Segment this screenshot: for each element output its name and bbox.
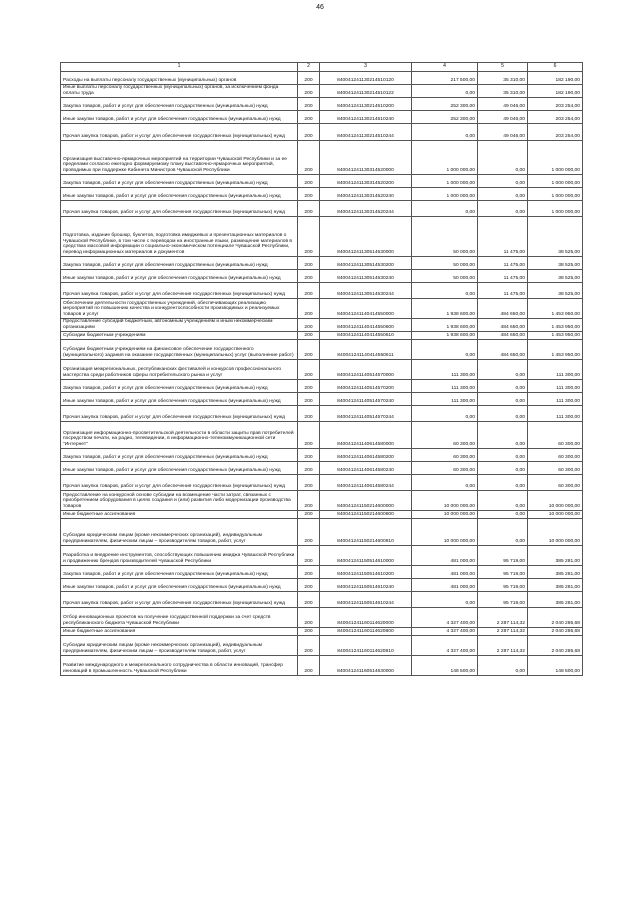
row-classification-code: 840041241160114620810 <box>320 636 412 656</box>
row-classification-code: 840041241130214510244 <box>320 124 412 141</box>
row-planned-amount: 111 300,00 <box>412 380 478 393</box>
row-name: Организация информационно-просветительской деятельности в области защиты прав потребителей посредством печати, на радио, телевидении, в информационно-телекоммуникационной сети "Интернет" <box>61 422 298 449</box>
row-executed-amount: 95 719,00 <box>478 546 528 566</box>
row-remaining-amount: 182 190,00 <box>528 85 583 98</box>
table-row <box>61 360 583 380</box>
row-executed-amount: 0,00 <box>478 406 528 422</box>
row-name: Иные закупки товаров, работ и услуг для обеспечения государственных (муниципальных) нужд <box>61 462 298 475</box>
row-executed-amount: 49 046,00 <box>478 124 528 141</box>
table-row <box>61 519 583 546</box>
row-executed-amount: 484 650,00 <box>478 340 528 360</box>
table-row <box>61 380 583 393</box>
row-remaining-amount: 38 525,00 <box>528 270 583 283</box>
row-line-code: 200 <box>298 579 320 592</box>
row-planned-amount: 481 000,00 <box>412 579 478 592</box>
row-remaining-amount: 1 000 000,00 <box>528 175 583 188</box>
row-remaining-amount: 203 254,00 <box>528 124 583 141</box>
row-executed-amount: 0,00 <box>478 188 528 201</box>
row-remaining-amount: 1 453 950,00 <box>528 299 583 319</box>
row-executed-amount: 35 310,00 <box>478 72 528 85</box>
row-planned-amount: 1 000 000,00 <box>412 188 478 201</box>
row-planned-amount: 0,00 <box>412 283 478 299</box>
row-classification-code: 840041241140414550000 <box>320 299 412 319</box>
row-classification-code: 840041241150514610000 <box>320 546 412 566</box>
row-name: Отбор инновационных проектов на получение государственной поддержки за счет средств республиканского бюджета Чувашской Республики <box>61 608 298 628</box>
row-classification-code: 840041241140514570000 <box>320 360 412 380</box>
table-row <box>61 175 583 188</box>
row-name: Закупка товаров, работ и услуг для обеспечения государственных (муниципальных) нужд <box>61 449 298 462</box>
row-name: Разработка и внедрение инструментов, способствующих повышению имиджа Чувашской Республики и продвижению брендов производителей Чувашской Республики <box>61 546 298 566</box>
table-row <box>61 98 583 111</box>
row-executed-amount: 484 650,00 <box>478 319 528 332</box>
row-remaining-amount: 385 281,00 <box>528 566 583 579</box>
row-executed-amount: 0,00 <box>478 511 528 519</box>
row-name: Прочая закупка товаров, работ и услуг для обеспечения государственных (муниципальных) нужд <box>61 592 298 608</box>
row-name: Субсидии юридическим лицам (кроме некоммерческих организаций), индивидуальным предпринимателям, физическим лицам – производителям товаров, работ, услуг <box>61 636 298 656</box>
row-planned-amount: 1 938 600,00 <box>412 319 478 332</box>
row-line-code: 200 <box>298 406 320 422</box>
table-body <box>61 72 583 676</box>
row-executed-amount: 0,00 <box>478 656 528 676</box>
table-row <box>61 511 583 519</box>
row-line-code: 200 <box>298 141 320 175</box>
row-remaining-amount: 111 300,00 <box>528 380 583 393</box>
row-remaining-amount: 385 281,00 <box>528 592 583 608</box>
row-name: Подготовка, издание брошюр, буклетов, подготовка имиджевых и презентационных материалов о Чувашской Республике, в том числе с переводом на иностранные языки, размещение материалов в средствах массовой информации о социально-экономическом потенциале Чувашской Республики, перевод информационных материалов и документов <box>61 217 298 257</box>
row-planned-amount: 1 000 000,00 <box>412 141 478 175</box>
row-executed-amount: 11 475,00 <box>478 283 528 299</box>
table-header-row <box>61 63 583 72</box>
row-line-code: 200 <box>298 340 320 360</box>
row-line-code: 200 <box>298 422 320 449</box>
row-executed-amount: 95 719,00 <box>478 566 528 579</box>
row-classification-code: 840041241160114620000 <box>320 608 412 628</box>
row-planned-amount: 4 327 400,00 <box>412 628 478 636</box>
row-classification-code: 840041241130314520000 <box>320 141 412 175</box>
row-classification-code: 840041241130214510120 <box>320 72 412 85</box>
row-name: Закупка товаров, работ и услуг для обеспечения государственных (муниципальных) нужд <box>61 257 298 270</box>
header-col-4: 4 <box>412 63 478 72</box>
table-row <box>61 636 583 656</box>
row-executed-amount: 0,00 <box>478 422 528 449</box>
row-name: Прочая закупка товаров, работ и услуг для обеспечения государственных (муниципальных) нужд <box>61 406 298 422</box>
table-row <box>61 422 583 449</box>
row-executed-amount: 11 475,00 <box>478 217 528 257</box>
row-classification-code: 840041241130514530244 <box>320 283 412 299</box>
row-remaining-amount: 1 000 000,00 <box>528 141 583 175</box>
table-row <box>61 141 583 175</box>
row-executed-amount: 0,00 <box>478 491 528 511</box>
row-planned-amount: 0,00 <box>412 124 478 141</box>
row-classification-code: 840041241150214600800 <box>320 511 412 519</box>
row-remaining-amount: 38 525,00 <box>528 257 583 270</box>
row-classification-code: 840041241150514610240 <box>320 579 412 592</box>
row-remaining-amount: 111 300,00 <box>528 406 583 422</box>
row-name: Закупка товаров, работ и услуг для обеспечения государственных (муниципальных) нужд <box>61 98 298 111</box>
page-number: 46 <box>316 4 324 11</box>
table-row <box>61 340 583 360</box>
row-planned-amount: 10 000 000,00 <box>412 511 478 519</box>
row-planned-amount: 10 000 000,00 <box>412 491 478 511</box>
row-classification-code: 840041241130214510122 <box>320 85 412 98</box>
row-classification-code: 840041241140514570240 <box>320 393 412 406</box>
table-row <box>61 475 583 491</box>
table-row <box>61 592 583 608</box>
row-remaining-amount: 385 281,00 <box>528 546 583 566</box>
row-planned-amount: 252 300,00 <box>412 111 478 124</box>
row-classification-code: 840041241130514530200 <box>320 257 412 270</box>
row-planned-amount: 0,00 <box>412 406 478 422</box>
row-executed-amount: 2 287 114,32 <box>478 636 528 656</box>
row-classification-code: 840041241130314520244 <box>320 201 412 217</box>
row-line-code: 200 <box>298 592 320 608</box>
row-name: Иные закупки товаров, работ и услуг для обеспечения государственных (муниципальных) нужд <box>61 270 298 283</box>
row-remaining-amount: 60 300,00 <box>528 462 583 475</box>
row-line-code: 200 <box>298 332 320 340</box>
row-remaining-amount: 10 000 000,00 <box>528 511 583 519</box>
row-name: Расходы на выплаты персоналу государственных (муниципальных) органов <box>61 72 298 85</box>
row-planned-amount: 1 938 600,00 <box>412 332 478 340</box>
row-executed-amount: 49 046,00 <box>478 98 528 111</box>
row-classification-code: 840041241150214600810 <box>320 519 412 546</box>
row-name: Субсидии бюджетным учреждениям <box>61 332 298 340</box>
row-planned-amount: 0,00 <box>412 592 478 608</box>
row-line-code: 200 <box>298 124 320 141</box>
row-line-code: 200 <box>298 217 320 257</box>
row-line-code: 200 <box>298 608 320 628</box>
row-classification-code: 840041241140514570200 <box>320 380 412 393</box>
row-line-code: 200 <box>298 491 320 511</box>
row-line-code: 200 <box>298 72 320 85</box>
row-planned-amount: 50 000,00 <box>412 257 478 270</box>
row-remaining-amount: 1 453 950,00 <box>528 340 583 360</box>
row-executed-amount: 11 475,00 <box>478 257 528 270</box>
row-line-code: 200 <box>298 98 320 111</box>
row-name: Закупка товаров, работ и услуг для обеспечения государственных (муниципальных) нужд <box>61 175 298 188</box>
row-line-code: 200 <box>298 566 320 579</box>
row-name: Иные закупки товаров, работ и услуг для обеспечения государственных (муниципальных) нужд <box>61 393 298 406</box>
row-planned-amount: 4 327 400,00 <box>412 608 478 628</box>
row-planned-amount: 1 938 600,00 <box>412 299 478 319</box>
row-line-code: 200 <box>298 175 320 188</box>
row-remaining-amount: 38 525,00 <box>528 283 583 299</box>
row-classification-code: 840041241140414550610 <box>320 332 412 340</box>
row-executed-amount: 484 650,00 <box>478 299 528 319</box>
row-line-code: 200 <box>298 546 320 566</box>
row-remaining-amount: 10 000 000,00 <box>528 519 583 546</box>
table-row <box>61 257 583 270</box>
row-line-code: 200 <box>298 257 320 270</box>
header-col-5: 5 <box>478 63 528 72</box>
table-row <box>61 217 583 257</box>
row-classification-code: 840041241130214510200 <box>320 98 412 111</box>
row-remaining-amount: 38 525,00 <box>528 217 583 257</box>
row-classification-code: 840041241140614580244 <box>320 475 412 491</box>
row-line-code: 200 <box>298 360 320 380</box>
row-executed-amount: 0,00 <box>478 360 528 380</box>
row-name: Субсидии юридическим лицам (кроме некоммерческих организаций), индивидуальным предпринимателям, физическим лицам – производителям товаров, работ, услуг <box>61 519 298 546</box>
row-executed-amount: 49 046,00 <box>478 111 528 124</box>
header-col-2: 2 <box>298 63 320 72</box>
row-planned-amount: 111 300,00 <box>412 360 478 380</box>
row-planned-amount: 148 500,00 <box>412 656 478 676</box>
row-line-code: 200 <box>298 475 320 491</box>
table-row <box>61 111 583 124</box>
row-classification-code: 840041241160514630000 <box>320 656 412 676</box>
row-remaining-amount: 60 300,00 <box>528 475 583 491</box>
row-line-code: 200 <box>298 270 320 283</box>
row-line-code: 200 <box>298 519 320 546</box>
row-planned-amount: 1 000 000,00 <box>412 175 478 188</box>
row-line-code: 200 <box>298 449 320 462</box>
row-line-code: 200 <box>298 636 320 656</box>
row-remaining-amount: 2 040 285,68 <box>528 608 583 628</box>
row-name: Прочая закупка товаров, работ и услуг для обеспечения государственных (муниципальных) нужд <box>61 475 298 491</box>
table-row <box>61 299 583 319</box>
row-name: Субсидии бюджетным учреждениям на финансовое обеспечение государственного (муниципального) задания на оказание государственных (муниципальных) услуг (выполнение работ) <box>61 340 298 360</box>
row-remaining-amount: 111 300,00 <box>528 393 583 406</box>
table-row <box>61 319 583 332</box>
row-planned-amount: 50 000,00 <box>412 270 478 283</box>
row-remaining-amount: 10 000 000,00 <box>528 491 583 511</box>
table-row <box>61 608 583 628</box>
row-line-code: 200 <box>298 201 320 217</box>
row-executed-amount: 95 719,00 <box>478 592 528 608</box>
row-name: Иные выплаты персоналу государственных (муниципальных) органов, за исключением фонда оплаты труда <box>61 85 298 98</box>
row-classification-code: 840041241140614580240 <box>320 462 412 475</box>
row-executed-amount: 2 287 114,32 <box>478 608 528 628</box>
table-row <box>61 579 583 592</box>
row-name: Организация выставочно-ярмарочных мероприятий на территории Чувашской Республики и за ее пределами согласно ежегодно формируемому плану выставочно-ярмарочных мероприятий, проводимых при поддержке Кабинета Министров Чувашской Республики <box>61 141 298 175</box>
table-row <box>61 406 583 422</box>
row-executed-amount: 95 719,00 <box>478 579 528 592</box>
row-line-code: 200 <box>298 299 320 319</box>
row-remaining-amount: 60 300,00 <box>528 449 583 462</box>
row-line-code: 200 <box>298 628 320 636</box>
row-classification-code: 840041241150214600000 <box>320 491 412 511</box>
table-row <box>61 491 583 511</box>
table-row <box>61 332 583 340</box>
row-name: Иные бюджетные ассигнования <box>61 511 298 519</box>
row-line-code: 200 <box>298 283 320 299</box>
row-remaining-amount: 2 040 285,68 <box>528 628 583 636</box>
row-name: Прочая закупка товаров, работ и услуг для обеспечения государственных (муниципальных) нужд <box>61 124 298 141</box>
row-name: Иные закупки товаров, работ и услуг для обеспечения государственных (муниципальных) нужд <box>61 188 298 201</box>
row-remaining-amount: 1 453 950,00 <box>528 319 583 332</box>
row-executed-amount: 0,00 <box>478 380 528 393</box>
row-executed-amount: 484 650,00 <box>478 332 528 340</box>
table-row <box>61 656 583 676</box>
row-executed-amount: 0,00 <box>478 201 528 217</box>
row-planned-amount: 0,00 <box>412 475 478 491</box>
table-row <box>61 270 583 283</box>
row-classification-code: 840041241130514530240 <box>320 270 412 283</box>
row-name: Предоставление субсидий бюджетным, автономным учреждениям и иным некоммерческим организациям <box>61 319 298 332</box>
row-name: Организация межрегиональных, республиканских фестивалей и конкурсов профессионального мастерства среди работников сферы потребительского рынка и услуг <box>61 360 298 380</box>
row-executed-amount: 0,00 <box>478 393 528 406</box>
header-col-3: 3 <box>320 63 412 72</box>
row-classification-code: 840041241140614580000 <box>320 422 412 449</box>
row-line-code: 200 <box>298 656 320 676</box>
row-executed-amount: 0,00 <box>478 141 528 175</box>
row-executed-amount: 0,00 <box>478 175 528 188</box>
row-name: Развитие международного и межрегионального сотрудничества в области инноваций, трансфер инноваций в промышленность Чувашской Республики <box>61 656 298 676</box>
row-remaining-amount: 2 040 285,68 <box>528 636 583 656</box>
row-planned-amount: 111 300,00 <box>412 393 478 406</box>
row-line-code: 200 <box>298 111 320 124</box>
row-executed-amount: 0,00 <box>478 519 528 546</box>
header-col-1: 1 <box>61 63 298 72</box>
table-row <box>61 283 583 299</box>
table-row <box>61 393 583 406</box>
row-line-code: 200 <box>298 511 320 519</box>
row-remaining-amount: 60 300,00 <box>528 422 583 449</box>
row-name: Прочая закупка товаров, работ и услуг для обеспечения государственных (муниципальных) нужд <box>61 283 298 299</box>
row-name: Закупка товаров, работ и услуг для обеспечения государственных (муниципальных) нужд <box>61 566 298 579</box>
row-name: Прочая закупка товаров, работ и услуг для обеспечения государственных (муниципальных) нужд <box>61 201 298 217</box>
row-name: Иные закупки товаров, работ и услуг для обеспечения государственных (муниципальных) нужд <box>61 579 298 592</box>
row-classification-code: 840041241130214510240 <box>320 111 412 124</box>
table-row <box>61 566 583 579</box>
row-planned-amount: 60 300,00 <box>412 449 478 462</box>
table-row <box>61 201 583 217</box>
row-planned-amount: 0,00 <box>412 85 478 98</box>
row-planned-amount: 0,00 <box>412 201 478 217</box>
row-remaining-amount: 111 300,00 <box>528 360 583 380</box>
row-classification-code: 840041241130314520240 <box>320 188 412 201</box>
row-planned-amount: 4 327 400,00 <box>412 636 478 656</box>
table-row <box>61 628 583 636</box>
row-executed-amount: 0,00 <box>478 449 528 462</box>
row-name: Предоставление на конкурсной основе субсидии на возмещение части затрат, связанных с приобретением оборудования в целях создания и (или) развития либо модернизации производства товаров <box>61 491 298 511</box>
row-line-code: 200 <box>298 393 320 406</box>
row-classification-code: 840041241150514610244 <box>320 592 412 608</box>
row-line-code: 200 <box>298 462 320 475</box>
table-row <box>61 546 583 566</box>
row-remaining-amount: 385 281,00 <box>528 579 583 592</box>
table-row <box>61 188 583 201</box>
row-line-code: 200 <box>298 85 320 98</box>
row-remaining-amount: 1 453 950,00 <box>528 332 583 340</box>
table-row <box>61 449 583 462</box>
row-planned-amount: 0,00 <box>412 340 478 360</box>
row-planned-amount: 217 500,00 <box>412 72 478 85</box>
row-remaining-amount: 1 000 000,00 <box>528 188 583 201</box>
table-row <box>61 72 583 85</box>
row-planned-amount: 481 000,00 <box>412 566 478 579</box>
row-line-code: 200 <box>298 188 320 201</box>
row-executed-amount: 35 310,00 <box>478 85 528 98</box>
row-planned-amount: 50 000,00 <box>412 217 478 257</box>
row-executed-amount: 0,00 <box>478 475 528 491</box>
row-executed-amount: 0,00 <box>478 462 528 475</box>
row-remaining-amount: 203 254,00 <box>528 111 583 124</box>
row-remaining-amount: 1 000 000,00 <box>528 201 583 217</box>
row-classification-code: 840041241140614580200 <box>320 449 412 462</box>
row-remaining-amount: 148 500,00 <box>528 656 583 676</box>
row-planned-amount: 481 000,00 <box>412 546 478 566</box>
row-planned-amount: 252 300,00 <box>412 98 478 111</box>
row-classification-code: 840041241140514570244 <box>320 406 412 422</box>
row-classification-code: 840041241140414550600 <box>320 319 412 332</box>
row-executed-amount: 11 475,00 <box>478 270 528 283</box>
row-remaining-amount: 203 254,00 <box>528 98 583 111</box>
row-name: Закупка товаров, работ и услуг для обеспечения государственных (муниципальных) нужд <box>61 380 298 393</box>
header-col-6: 6 <box>528 63 583 72</box>
row-planned-amount: 60 300,00 <box>412 462 478 475</box>
row-name: Обеспечение деятельности государственных учреждений, обеспечивающих реализацию мероприятий по повышению качества и конкурентоспособности производимых и реализуемых товаров и услуг <box>61 299 298 319</box>
row-line-code: 200 <box>298 319 320 332</box>
row-name: Иные бюджетные ассигнования <box>61 628 298 636</box>
budget-execution-table <box>60 62 583 676</box>
row-remaining-amount: 182 190,00 <box>528 72 583 85</box>
table-row <box>61 85 583 98</box>
row-classification-code: 840041241150514610200 <box>320 566 412 579</box>
row-classification-code: 840041241160114620800 <box>320 628 412 636</box>
row-planned-amount: 60 300,00 <box>412 422 478 449</box>
table-row <box>61 462 583 475</box>
row-classification-code: 840041241130314520200 <box>320 175 412 188</box>
row-line-code: 200 <box>298 380 320 393</box>
row-executed-amount: 2 287 114,32 <box>478 628 528 636</box>
row-classification-code: 840041241140414550611 <box>320 340 412 360</box>
row-name: Иные закупки товаров, работ и услуг для обеспечения государственных (муниципальных) нужд <box>61 111 298 124</box>
row-planned-amount: 10 000 000,00 <box>412 519 478 546</box>
row-classification-code: 840041241130514530000 <box>320 217 412 257</box>
table-row <box>61 124 583 141</box>
